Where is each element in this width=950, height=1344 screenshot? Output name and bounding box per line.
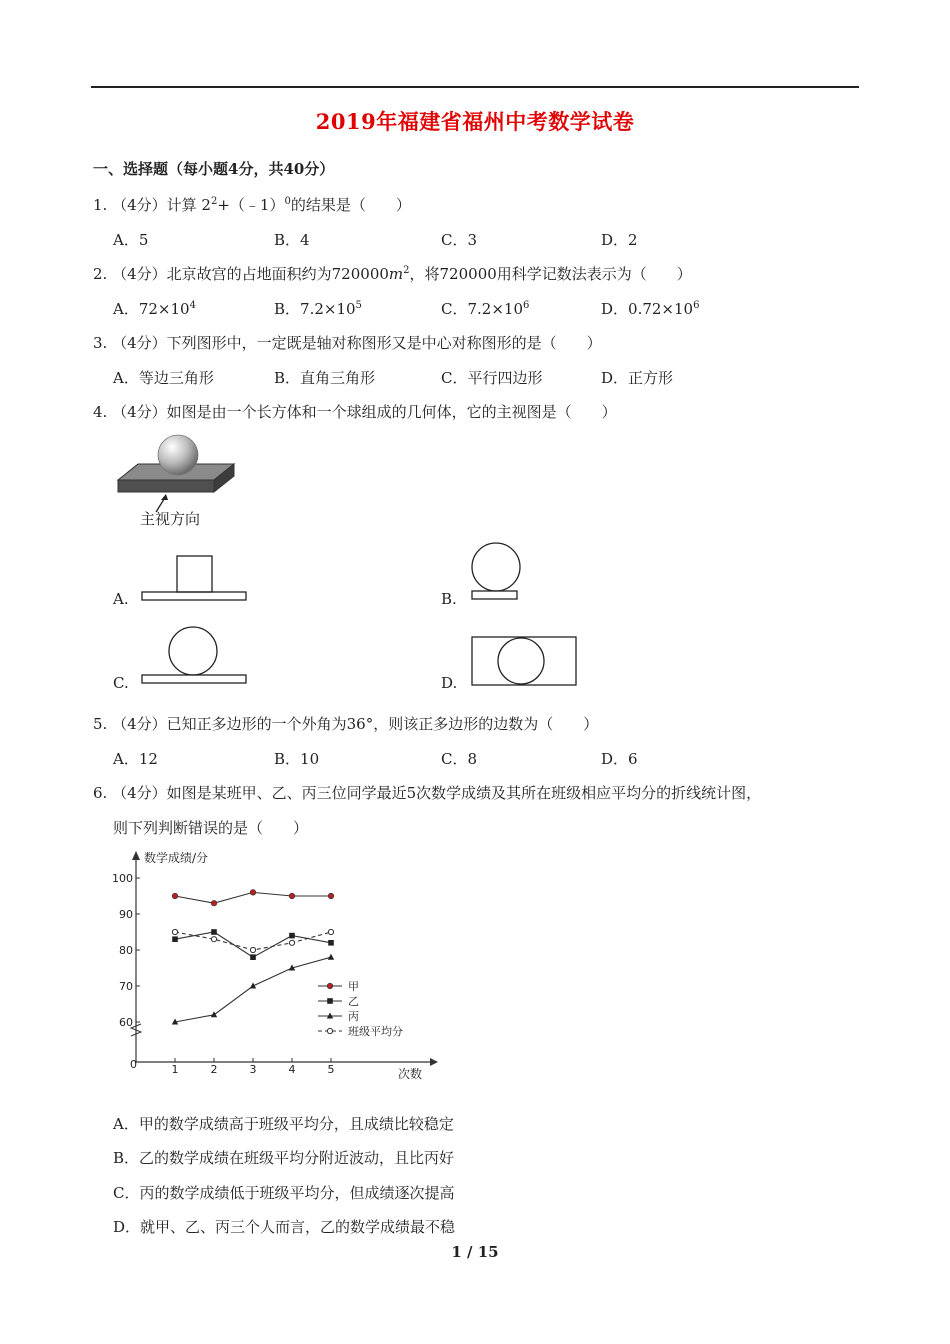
option-b: B.: [441, 590, 457, 608]
header-rule: [91, 86, 859, 88]
question-text: （4分）如图是某班甲、乙、丙三位同学最近5次数学成绩及其所在班级相应平均分的折线统计图，: [112, 784, 762, 802]
option-d: D.: [441, 674, 458, 692]
data-point: [211, 937, 216, 942]
y-tick-label: 90: [119, 908, 133, 921]
legend-label: 甲: [348, 980, 359, 993]
question-5: [93, 713, 598, 734]
y-tick-label: 60: [119, 1016, 133, 1029]
legend-label: 丙: [348, 1010, 359, 1023]
option-a: A．5: [113, 231, 149, 249]
x-tick-label: 5: [327, 1063, 335, 1076]
question-text: （4分）已知正多边形的一个外角为36°，则该正多边形的边数为（ ）: [112, 715, 599, 733]
exponent: 2: [210, 196, 218, 207]
data-point: [211, 1011, 217, 1017]
y-axis-label: 数学成绩/分: [144, 851, 209, 865]
data-point: [250, 947, 255, 952]
geometry-figure: [110, 430, 250, 535]
option-b: B．乙的数学成绩在班级平均分附近波动，且比丙好: [113, 1149, 455, 1167]
question-text: +（﹣1）: [217, 196, 285, 214]
option-c: C．平行四边形: [441, 369, 543, 387]
option-b: B．$7.2\times 10^5$: [274, 300, 362, 318]
view-arrow-head: [161, 494, 168, 500]
option-d: D．就甲、乙、丙三个人而言，乙的数学成绩最不稳: [113, 1218, 456, 1236]
question-6: [93, 782, 761, 803]
legend-marker: [327, 998, 333, 1004]
question-number: 3.: [93, 334, 108, 352]
option-c: C．丙的数学成绩低于班级平均分，但成绩逐次提高: [113, 1184, 455, 1202]
option-c: C．3: [441, 231, 478, 249]
data-point: [328, 940, 334, 946]
unit: m: [388, 265, 404, 283]
origin-label: 0: [130, 1058, 137, 1071]
question-number: 5.: [93, 715, 108, 733]
exponent: 2: [403, 265, 410, 276]
data-point: [289, 940, 294, 945]
x-tick-label: 1: [171, 1063, 179, 1076]
data-point: [172, 936, 178, 942]
data-point: [328, 893, 334, 899]
option-a: A．$72\times 10^4$: [113, 300, 196, 318]
sphere: [158, 435, 198, 475]
option-d-figure: [470, 632, 580, 688]
question-text: ，将720000用科学记数法表示为（ ）: [409, 265, 692, 283]
y-tick-label: 100: [112, 872, 133, 885]
data-point: [289, 933, 295, 939]
question-text: （4分）北京故宫的占地面积约为720000: [112, 265, 389, 283]
x-tick-label: 2: [210, 1063, 218, 1076]
option-b-figure: [468, 540, 524, 604]
line-chart: [110, 846, 440, 1082]
data-point: [172, 893, 178, 899]
option-a: A．甲的数学成绩高于班级平均分，且成绩比较稳定: [113, 1115, 454, 1133]
data-point: [172, 929, 177, 934]
page-number: 1 / 15: [451, 1243, 499, 1261]
question-3: [93, 332, 602, 353]
option-a: A.: [113, 590, 129, 608]
option-d: D．2: [601, 231, 638, 249]
question-text: （4分）计算 2: [112, 196, 211, 214]
y-tick-label: 80: [119, 944, 133, 957]
data-point: [211, 900, 217, 906]
question-number: 4.: [93, 403, 108, 421]
page-title: 2019年福建省福州中考数学试卷: [315, 109, 635, 134]
x-tick-label: 3: [249, 1063, 257, 1076]
legend-marker: [327, 983, 333, 989]
option-a-figure: [140, 553, 250, 605]
section-heading: 一、选择题（每小题4分，共40分）: [93, 160, 335, 178]
question-text: 的结果是（ ）: [290, 196, 411, 214]
legend-marker: [327, 1028, 332, 1033]
option-d: D．6: [601, 750, 638, 768]
option-c: C．8: [441, 750, 478, 768]
option-d: D．$0.72\times 10^6$: [601, 300, 700, 318]
option-c: C．$7.2\times 10^6$: [441, 300, 530, 318]
series-line-2: [175, 957, 331, 1022]
option-a: A．12: [113, 750, 158, 768]
question-6-line-2: 则下列判断错误的是（ ）: [113, 819, 309, 837]
question-text: （4分）如图是由一个长方体和一个球组成的几何体，它的主视图是（ ）: [112, 403, 617, 421]
question-number: 2.: [93, 265, 108, 283]
x-axis-arrow: [430, 1058, 438, 1066]
data-point: [250, 890, 256, 896]
question-1: [93, 194, 411, 215]
option-c-figure: [140, 624, 250, 686]
legend-label: 班级平均分: [348, 1025, 403, 1038]
y-tick-label: 70: [119, 980, 133, 993]
data-point: [328, 954, 334, 960]
option-d: D．正方形: [601, 369, 674, 387]
question-2: [93, 263, 692, 284]
option-b: B．直角三角形: [274, 369, 376, 387]
question-text: （4分）下列图形中，一定既是轴对称图形又是中心对称图形的是（ ）: [112, 334, 602, 352]
data-point: [289, 893, 295, 899]
question-number: 1.: [93, 196, 108, 214]
option-b: B．10: [274, 750, 320, 768]
data-point: [250, 954, 256, 960]
question-4: [93, 401, 617, 422]
question-number: 6.: [93, 784, 108, 802]
data-point: [211, 929, 217, 935]
figure-caption: 主视方向: [140, 510, 201, 528]
legend-label: 乙: [348, 995, 359, 1008]
y-axis-arrow: [132, 851, 140, 860]
x-tick-label: 4: [288, 1063, 296, 1076]
data-point: [328, 929, 333, 934]
exponent: 0: [284, 196, 291, 207]
option-c: C.: [113, 674, 129, 692]
x-axis-label: 次数: [398, 1067, 423, 1081]
box-front-face: [118, 480, 214, 492]
option-b: B．4: [274, 231, 310, 249]
option-a: A．等边三角形: [113, 369, 214, 387]
